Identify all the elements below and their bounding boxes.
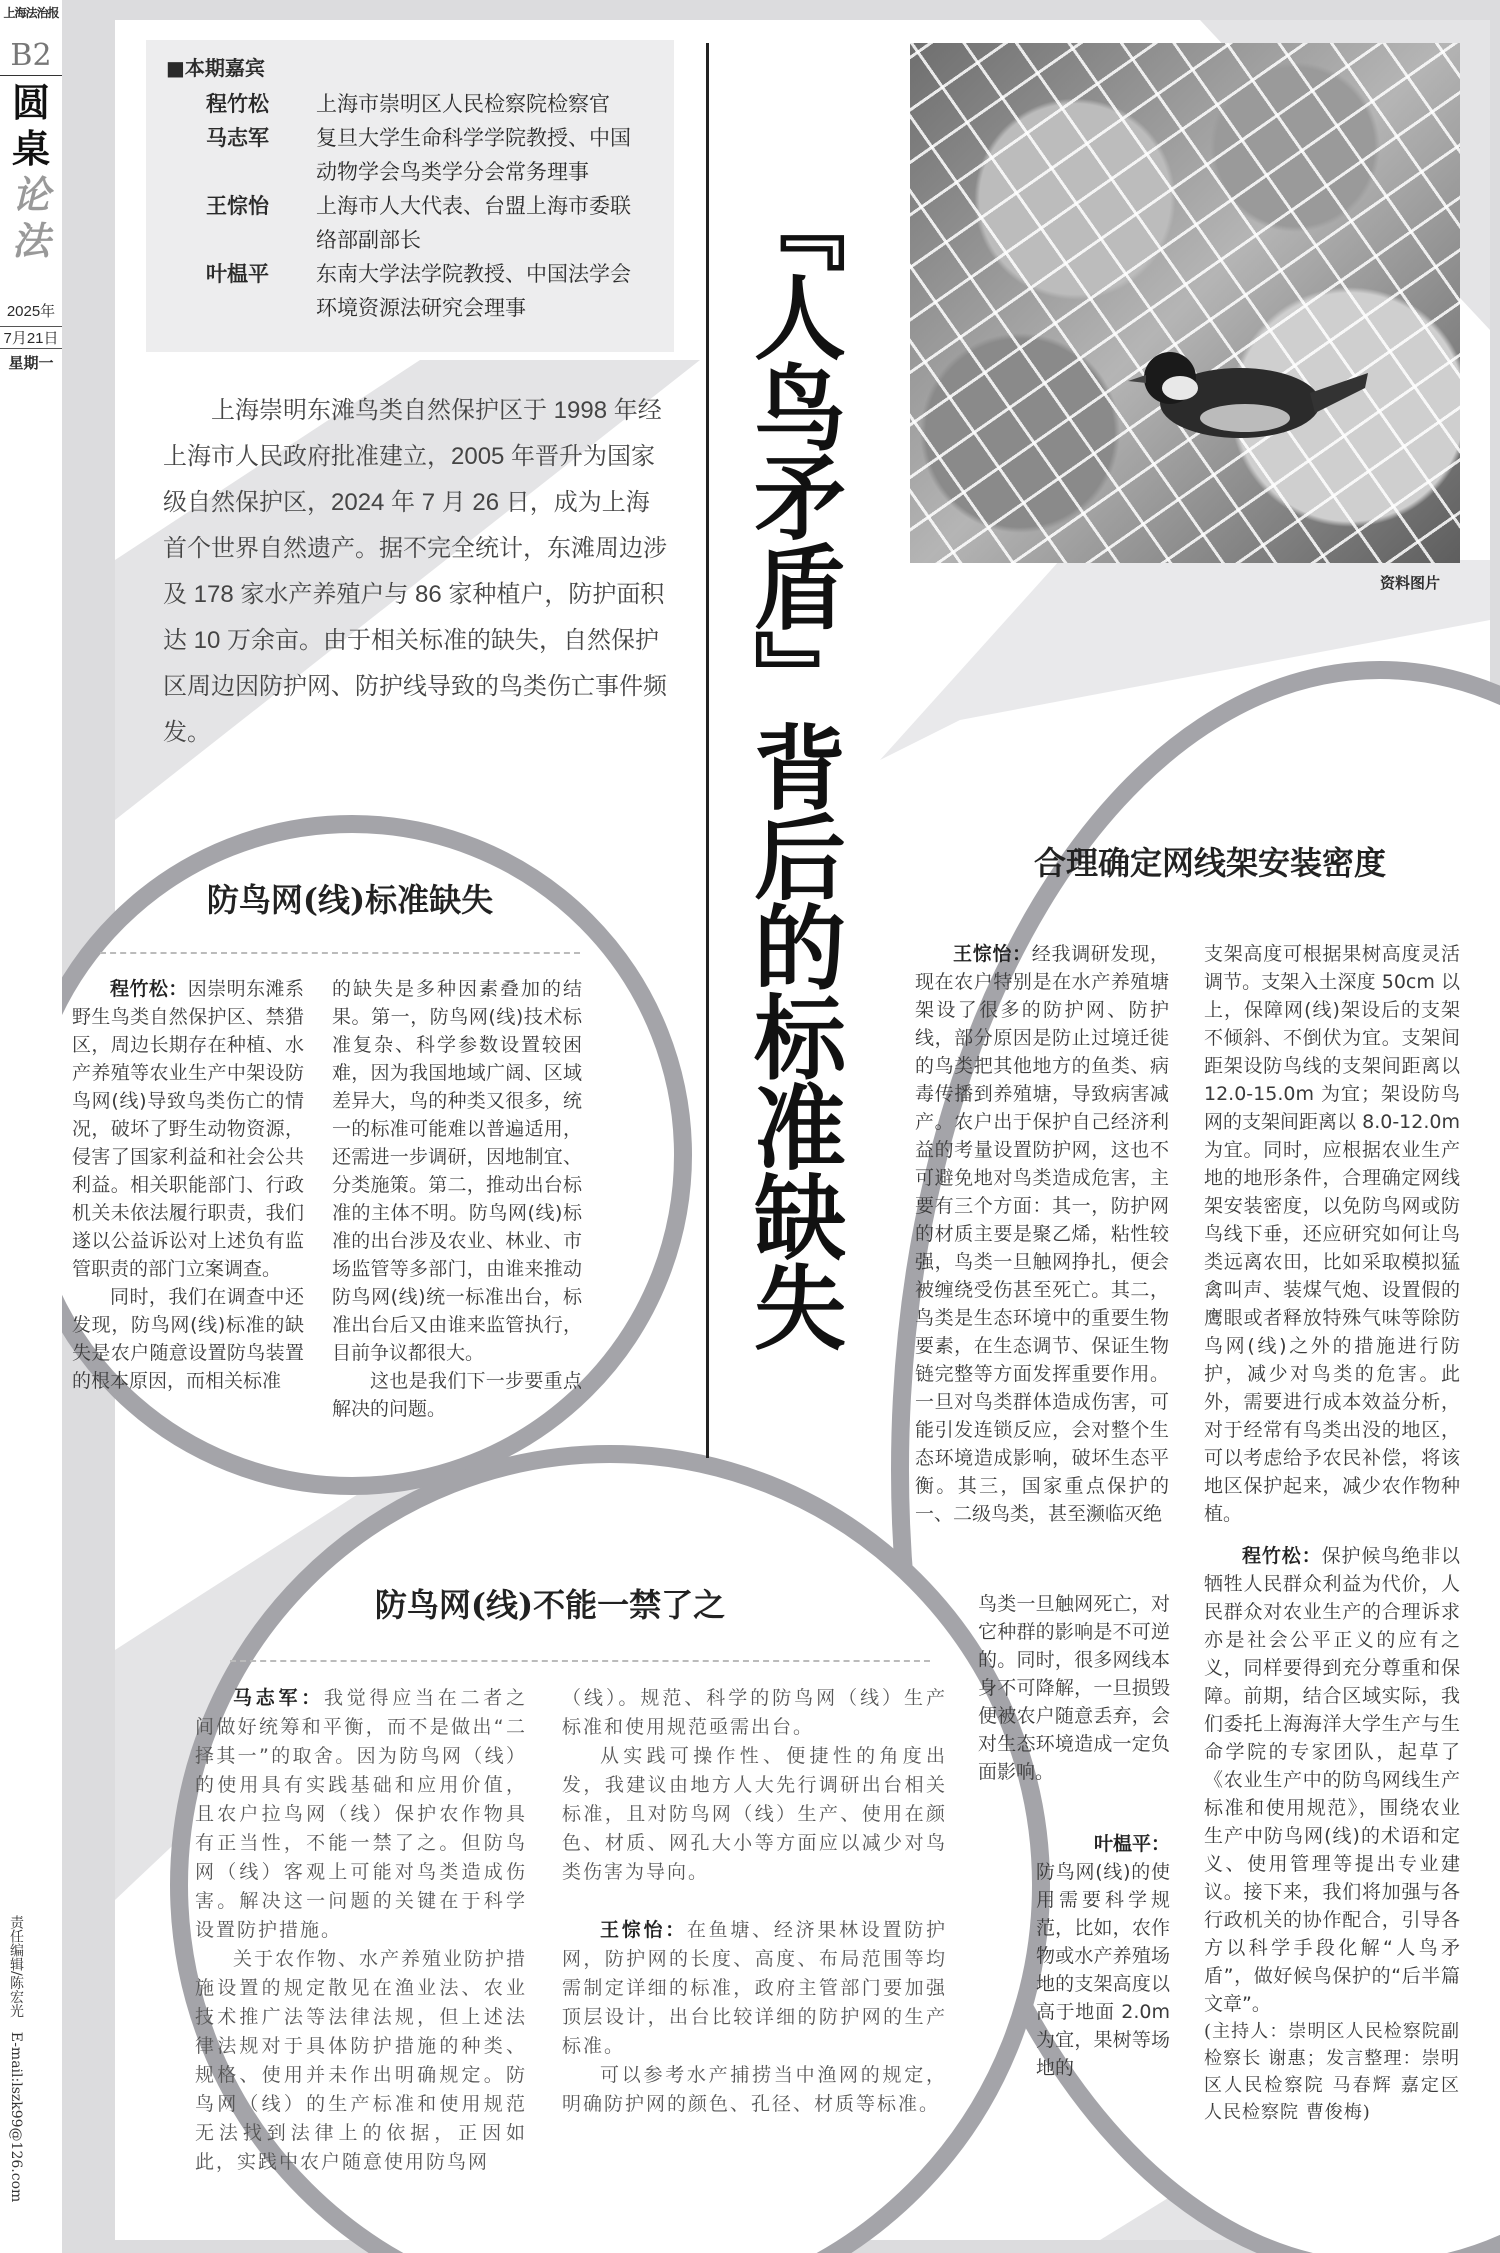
title-rule xyxy=(706,43,709,1458)
date-weekday: 星期一 xyxy=(8,355,54,372)
section2-heading: 合理确定网线架安装密度 xyxy=(1033,844,1386,882)
guest-row xyxy=(166,189,654,257)
paragraph: （线）。规范、科学的防鸟网（线）生产标准和使用规范亟需出台。 xyxy=(562,1687,947,1738)
speaker-name: 王悰怡： xyxy=(953,943,1032,965)
speaker-name: 马志军： xyxy=(233,1687,324,1709)
paragraph: 因崇明东滩系野生鸟类自然保护区、禁猎区，周边长期存在种植、水产养殖等农业生产中架设防鸟网(线)导致鸟类伤亡的情况，破坏了野生动物资源，侵害了国家利益和社会公共利益。相关职能部门、行政机关未依法履行职责，我们遂以公益诉讼对上述负有监管职责的部门立案调查。 xyxy=(72,978,304,1280)
section1-column-1 xyxy=(72,975,304,1395)
divider xyxy=(230,1660,930,1662)
guest-row xyxy=(166,87,654,121)
guest-desc: 上海市人大代表、台盟上海市委联络部副部长 xyxy=(316,194,631,252)
paragraph: 在鱼塘、经济果林设置防护网，防护网的长度、高度、布局范围等均需制定详细的标准，政府主管部门要加强顶层设计，出台比较详细的防护网的生产标准。 xyxy=(562,1919,947,2057)
guest-desc: 上海市崇明区人民检察院检察官 xyxy=(316,92,610,116)
date-month-day: 7月21日 xyxy=(0,326,62,349)
section2-column-1-tail xyxy=(978,1590,1170,1786)
photo-caption: 资料图片 xyxy=(1380,574,1441,592)
guest-name: 程竹松 xyxy=(206,92,269,116)
section3-heading: 防鸟网(线)不能一禁了之 xyxy=(374,1586,726,1624)
bird-icon xyxy=(1110,333,1370,453)
guest-name: 王悰怡 xyxy=(206,194,269,218)
guests-heading: ■本期嘉宾 xyxy=(166,56,265,80)
editor-name: 责任编辑/陈宏光 xyxy=(8,1915,24,2018)
newspaper-logo: 上海法治报 xyxy=(3,6,59,20)
guest-desc: 东南大学法学院教授、中国法学会环境资源法研究会理事 xyxy=(316,262,631,320)
speaker-name: 叶榅平： xyxy=(1093,1833,1170,1855)
host-note: (主持人：崇明区人民检察院副检察长 谢惠；发言整理：崇明区人民检察院 马春辉 嘉定区人民检察院 曹俊梅) xyxy=(1204,2021,1460,2123)
paragraph: 经我调研发现，现在农户特别是在水产养殖塘架设了很多的防护网、防护线，部分原因是防止过境迁徙的鸟类把其他地方的鱼类、病毒传播到养殖塘，导致病害减产。农户出于保护自己经济利益的考量设置防护网，这也不可避免地对鸟类造成危害，主要有三个方面：其一，防护网的材质主要是聚乙烯，粘性较强，鸟类一旦触网挣扎，便会被缠绕受伤甚至死亡。其二，鸟类是生态环境中的重要生物要素，在生态调节、保证生物链完整等方面发挥重要作用。一旦对鸟类群体造成伤害，可能引发连锁反应，会对整个生态环境造成影响，破坏生态平衡。其三，国家重点保护的一、二级鸟类，甚至濒临灭绝 xyxy=(915,943,1169,1525)
section3-column-1 xyxy=(195,1684,527,2177)
paragraph: 可以参考水产捕捞当中渔网的规定，明确防护网的颜色、孔径、材质等标准。 xyxy=(562,2064,947,2115)
paragraph: 保护候鸟绝非以牺牲人民群众利益为代价，人民群众对农业生产的合理诉求亦是社会公平正义的应有之义，同样要得到充分尊重和保障。前期，结合区域实际，我们委托上海海洋大学生产与生命学院的专家团队，起草了《农业生产中的防鸟网线生产标准和使用规范》，围绕农业生产中防鸟网(线)的术语和定义、使用管理等提出专业建议。接下来，我们将加强与各行政机关的协作配合，引导各方以科学手段化解“人鸟矛盾”，做好候鸟保护的“后半篇文章”。 xyxy=(1204,1545,1460,2015)
speaker-name: 程竹松： xyxy=(110,978,188,1000)
guest-row xyxy=(166,121,654,189)
editor-credit xyxy=(6,1915,26,2202)
section3-column-2 xyxy=(562,1684,947,2119)
section1-column-2 xyxy=(332,975,582,1423)
speaker-name: 程竹松： xyxy=(1242,1545,1322,1567)
photo-bird-in-net xyxy=(910,43,1460,563)
paragraph: 鸟类一旦触网死亡，对它种群的影响是不可逆的。同时，很多网线本身不可降解，一旦损毁便被农户随意丢弃，会对生态环境造成一定负面影响。 xyxy=(978,1593,1170,1783)
paragraph: 我觉得应当在二者之间做好统筹和平衡，而不是做出“二择其一”的取舍。因为防鸟网（线）的使用具有实践基础和应用价值，且农户拉鸟网（线）保护农作物具有正当性，不能一禁了之。但防鸟网（线）客观上可能对鸟类造成伤害。解决这一问题的关键在于科学设置防护措施。 xyxy=(195,1687,527,1941)
date-year: 2025年 xyxy=(6,303,56,320)
paragraph: 同时，我们在调查中还发现，防鸟网(线)标准的缺失是农户随意设置防鸟装置的根本原因，而相关标准 xyxy=(72,1286,304,1392)
column-name-a: 圆桌 xyxy=(11,80,50,171)
page-number: B2 xyxy=(0,38,62,76)
column-name-b: 论法 xyxy=(11,172,50,263)
section2-column-2 xyxy=(1204,940,1460,2126)
guest-name: 马志军 xyxy=(206,126,269,150)
guests-box xyxy=(146,40,674,352)
paragraph: 关于农作物、水产养殖业防护措施设置的规定散见在渔业法、农业技术推广法等法律法规，但上述法律法规对于具体防护措施的种类、规格、使用并未作出明确规定。防鸟网（线）的生产标准和使用规范无法找到法律上的依据，正因如此，实践中农户随意使用防鸟网 xyxy=(195,1948,528,2173)
editor-email: E-mail:lszk99@126.com xyxy=(8,2031,24,2203)
section2-column-1 xyxy=(915,940,1169,1528)
guest-row xyxy=(166,257,654,325)
paragraph: 从实践可操作性、便捷性的角度出发，我建议由地方人大先行调研出台相关标准，且对防鸟网（线）生产、使用在颜色、材质、网孔大小等方面应以减少对鸟类伤害为导向。 xyxy=(562,1745,947,1883)
paragraph: 的缺失是多种因素叠加的结果。第一，防鸟网(线)技术标准复杂、科学参数设置较困难，因为我国地域广阔、区域差异大，鸟的种类又很多，统一的标准可能难以普遍适用，还需进一步调研，因地制宜、分类施策。第二，推动出台标准的主体不明。防鸟网(线)标准的出台涉及农业、林业、市场监管等多部门，由谁来推动防鸟网(线)统一标准出台，标准出台后又由谁来监管执行，目前争议都很大。 xyxy=(332,978,582,1364)
section1-heading: 防鸟网(线)标准缺失 xyxy=(206,881,494,919)
intro-paragraph: 上海崇明东滩鸟类自然保护区于 1998 年经上海市人民政府批准建立，2005 年晋升为国家级自然保护区，2024 年 7 月 26 日，成为上海首个世界自然遗产。据不完全统计，东滩周边涉及 178 家水产养殖户与 86 家种植户，防护面积达 10 万余亩。由于相关标准的缺失，自然保护区周边因防护网、防护线导致的鸟类伤亡事件频发。 xyxy=(163,397,667,746)
speaker-name: 王悰怡： xyxy=(600,1919,687,1941)
guest-name: 叶榅平 xyxy=(206,262,269,286)
section2-column-1-bottom xyxy=(1036,1830,1170,2082)
headline: 『人鸟矛盾』背后的标准缺失 xyxy=(739,180,847,1350)
paragraph: 防鸟网(线)的使用需要科学规范，比如，农作物或水产养殖场地的支架高度以高于地面 2.0m 为宜，果树等场地的 xyxy=(1036,1861,1170,2079)
paragraph: 支架高度可根据果树高度灵活调节。支架入土深度 50cm 以上，保障网(线)架设后的支架不倾斜、不倒伏为宜。支架间距架设防鸟线的支架间距离以 12.0-15.0m 为宜；架设防鸟网的支架间距离以 8.0-12.0m 为宜。同时，应根据农业生产地的地形条件，合理确定网线架安装密度，以免防鸟网或防鸟线下垂，还应研究如何让鸟类远离农田，比如采取模拟猛禽叫声、装煤气炮、设置假的鹰眼或者释放特殊气味等除防鸟网(线)之外的措施进行防护，减少对鸟类的危害。此外，需要进行成本效益分析，对于经常有鸟类出没的地区，可以考虑给予农民补偿，将该地区保护起来，减少农作物种植。 xyxy=(1204,943,1460,1525)
guest-desc: 复旦大学生命科学学院教授、中国动物学会鸟类学分会常务理事 xyxy=(316,126,631,184)
divider xyxy=(100,952,580,954)
paragraph: 这也是我们下一步要重点解决的问题。 xyxy=(332,1370,582,1420)
